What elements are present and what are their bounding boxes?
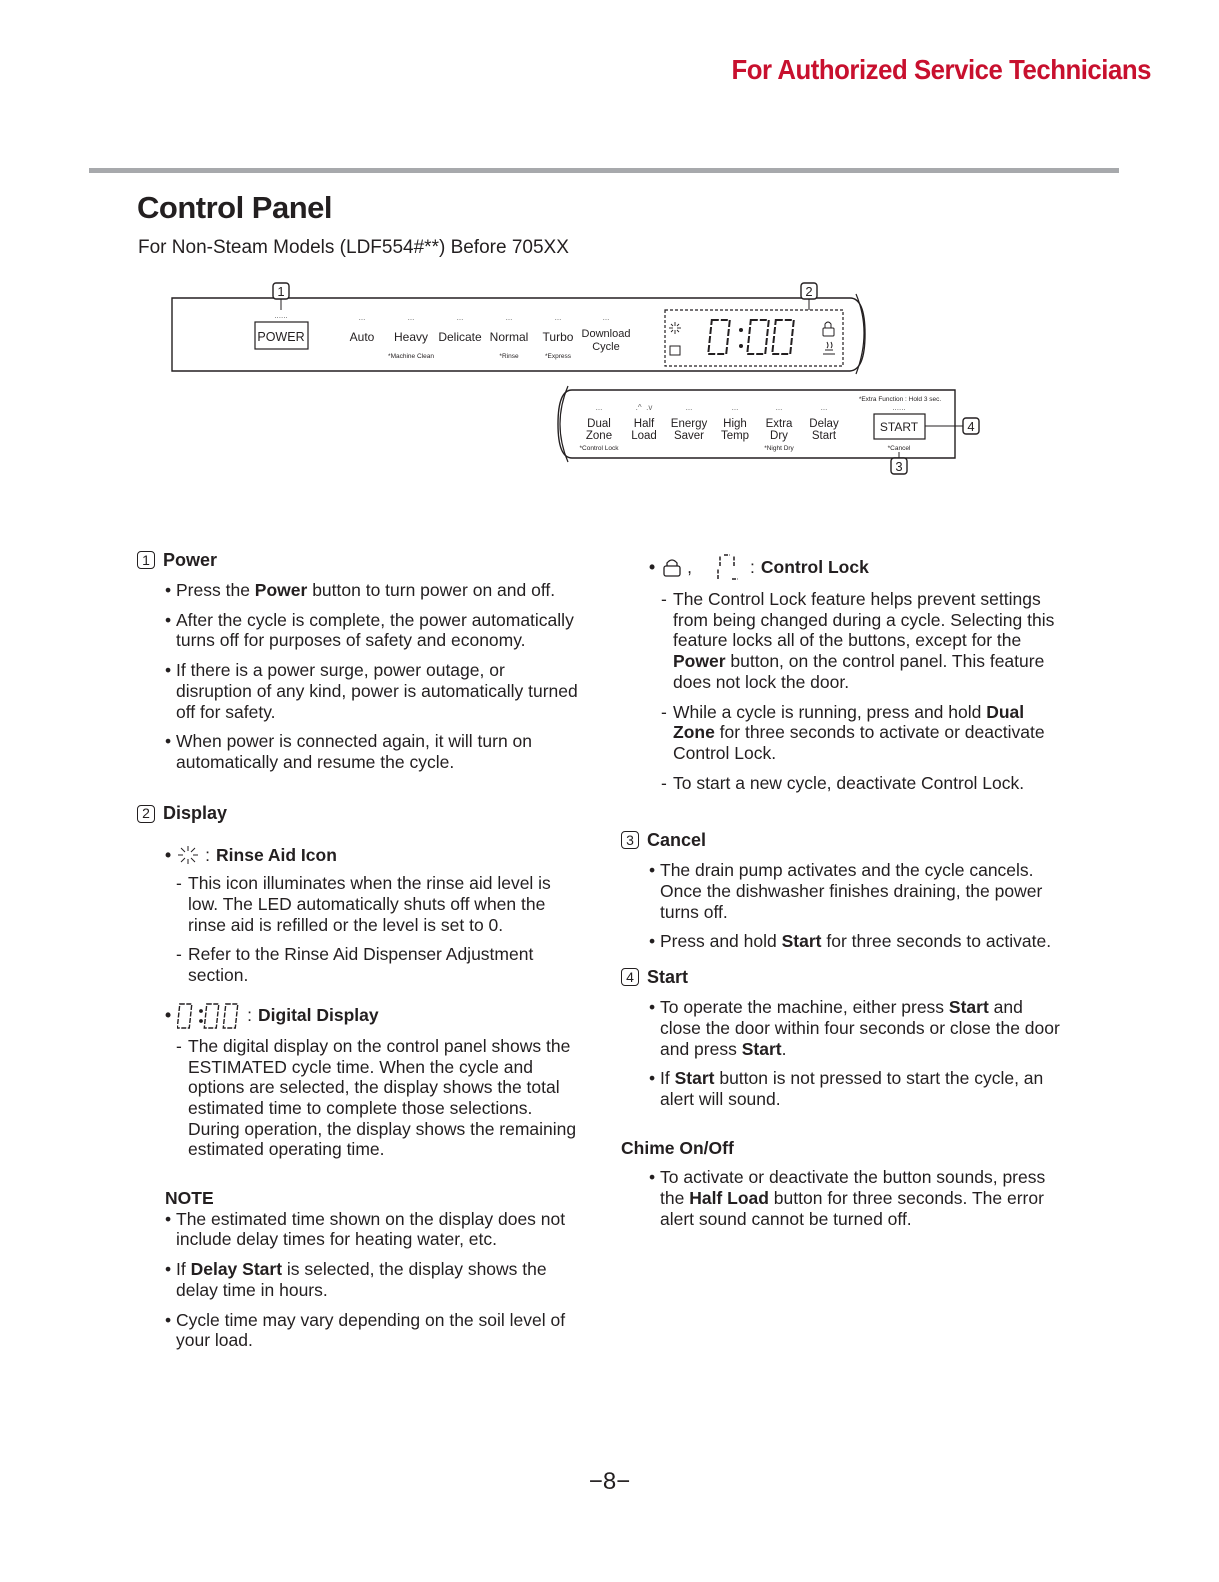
control-lock-desc-2: - While a cycle is running, press and hold Dual Zone for three seconds to activate or deactivate Control Lock. [661, 701, 1045, 763]
panel-option-half-l1: Half [633, 418, 655, 430]
panel-start-label: START [879, 420, 919, 434]
left-column [137, 549, 582, 1360]
panel-power-label: POWER [257, 330, 305, 344]
page-subtitle: For Non-Steam Models (LDF554#**) Before 705XX [138, 237, 569, 258]
svg-text:...: ... [505, 313, 513, 322]
control-lock-desc-1: - The Control Lock feature helps prevent settings from being changed during a cycle. Selecting this feature locks all of the buttons, except for the Power button, on the control panel. This feature does not lock the door. [661, 589, 1055, 692]
power-bullet-1: • Press the Power button to turn power on and off. [165, 580, 556, 600]
control-lock-heading: • , : Control Lock [649, 553, 1066, 581]
svg-text:.^ .v: .^ .v [635, 403, 653, 412]
svg-text:...: ... [595, 403, 603, 412]
section-power-heading: 1 Power [137, 549, 582, 571]
panel-download-l1: Download [581, 328, 631, 340]
svg-text:...: ... [820, 403, 828, 412]
panel-cycle-turbo: Turbo [542, 330, 574, 344]
svg-text:...: ... [456, 313, 464, 322]
svg-text:...: ... [358, 313, 366, 322]
panel-small-icon [670, 346, 680, 355]
panel-callout-1: 1 [277, 284, 285, 299]
panel-extra-function: *Extra Function : Hold 3 sec. [858, 396, 942, 403]
section-number-2: 2 [137, 805, 155, 823]
chime-bullet-1: • To activate or deactivate the button sounds, press the Half Load button for three seconds. The error alert sound cannot be turned off. [649, 1167, 1046, 1229]
panel-sub-express: *Express [544, 353, 572, 360]
power-bullet-2: • After the cycle is complete, the power automatically turns off for purposes of safety and economy. [165, 609, 574, 651]
cancel-bullet-2: • Press and hold Start for three seconds to activate. [649, 931, 1052, 952]
panel-sub-rinse: *Rinse [499, 353, 519, 360]
rinse-aid-desc-2: - Refer to the Rinse Aid Dispenser Adjustment section. [176, 944, 534, 986]
panel-option-dual-l1: Dual [587, 418, 611, 430]
panel-cancel-sub: *Cancel [887, 445, 911, 452]
section-display-heading: 2 Display [137, 803, 582, 825]
svg-text:...: ... [602, 313, 610, 322]
right-column [621, 553, 1066, 1238]
control-lock-display-icon [714, 553, 744, 581]
svg-text:...: ... [685, 403, 693, 412]
section-start-heading: 4 Start [621, 966, 1066, 988]
cancel-bullet-1: • The drain pump activates and the cycle cancels. Once the dishwasher finishes draining, the power turns off. [649, 860, 1043, 922]
panel-digital-display [708, 320, 794, 354]
rinse-aid-desc-1: - This icon illuminates when the rinse aid level is low. The LED automatically shuts off when the rinse aid is refilled or the level is set to 0. [176, 873, 551, 935]
note-bullet-3: • Cycle time may vary depending on the soil level of your load. [165, 1309, 566, 1351]
note-bullet-2: • If Delay Start is selected, the display shows the delay time in hours. [165, 1259, 547, 1300]
svg-text:...: ... [407, 313, 415, 322]
power-bullet-3: • If there is a power surge, power outage, or disruption of any kind, power is automatically turned off for safety. [165, 660, 578, 722]
svg-text:...: ... [554, 313, 562, 322]
header-brand: For Authorized Service Technicians [731, 54, 1151, 85]
panel-download-l2: Cycle [592, 341, 620, 353]
svg-text:......: ...... [892, 403, 906, 412]
section-number-1: 1 [137, 551, 155, 569]
panel-option-delay-l1: Delay [809, 418, 839, 430]
page-number: −8− [588, 1468, 631, 1495]
digital-display-heading: • : Digital Display [165, 1002, 582, 1030]
control-lock-desc-3: - To start a new cycle, deactivate Control Lock. [661, 772, 1025, 793]
digital-display-desc: - The digital display on the control panel shows the ESTIMATED cycle time. When the cycle and options are selected, the display shows the total estimated time to complete those selections. During operation, the display shows the remaining estimated operating time. [176, 1035, 577, 1160]
panel-lock-icon [823, 322, 834, 336]
page-title: Control Panel [137, 190, 333, 225]
panel-rinse-aid-icon [669, 322, 681, 334]
panel-option-high-l2: Temp [720, 430, 750, 442]
panel-option-delay-l2: Start [811, 430, 837, 442]
panel-callout-3: 3 [895, 459, 903, 474]
start-bullet-1: • To operate the machine, either press Start and close the door within four seconds or close the door and press Start. [649, 997, 1060, 1059]
svg-text:......: ...... [274, 311, 288, 320]
section-cancel-heading: 3 Cancel [621, 829, 1066, 851]
panel-cycle-heavy: Heavy [393, 330, 429, 344]
panel-callout-4: 4 [967, 419, 975, 434]
panel-night-dry-sub: *Night Dry [764, 445, 794, 452]
panel-option-energy-l2: Saver [673, 430, 705, 442]
note-bullet-1: • The estimated time shown on the display does not include delay times for heating water, etc. [165, 1208, 566, 1250]
panel-option-half-l2: Load [631, 430, 657, 442]
svg-text:...: ... [775, 403, 783, 412]
control-lock-icon [661, 556, 683, 578]
panel-option-extra-l2: Dry [770, 430, 788, 442]
power-bullet-4: • When power is connected again, it will turn on automatically and resume the cycle. [165, 731, 533, 772]
section-number-4: 4 [621, 968, 639, 986]
note-heading: NOTE [165, 1188, 214, 1209]
panel-callout-2: 2 [805, 284, 813, 299]
start-bullet-2: • If Start button is not pressed to start the cycle, an alert will sound. [649, 1068, 1044, 1109]
panel-option-energy-l1: Energy [670, 418, 708, 430]
header-rule [89, 168, 1119, 173]
digital-display-icon [177, 1002, 241, 1030]
panel-sanitize-icon [823, 342, 835, 354]
panel-option-dual-l2: Zone [585, 430, 613, 442]
panel-option-extra-l1: Extra [765, 418, 793, 430]
chime-heading: Chime On/Off [621, 1137, 734, 1158]
control-panel-diagram [160, 280, 1000, 480]
rinse-aid-icon [177, 845, 199, 865]
panel-sub-machine-clean: *Machine Clean [388, 353, 434, 360]
svg-text:...: ... [731, 403, 739, 412]
panel-control-lock-sub: *Control Lock [579, 445, 619, 452]
panel-option-high-l1: High [723, 418, 747, 430]
panel-cycle-auto: Auto [349, 330, 375, 344]
panel-cycle-normal: Normal [489, 330, 529, 344]
rinse-aid-heading: • : Rinse Aid Icon [165, 844, 337, 865]
panel-cycle-delicate: Delicate [438, 330, 482, 344]
section-number-3: 3 [621, 831, 639, 849]
